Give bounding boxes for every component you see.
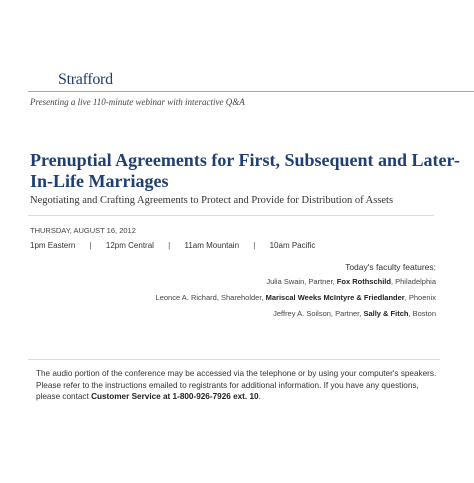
tagline: Presenting a live 110-minute webinar with interactive Q&A bbox=[30, 97, 245, 107]
webinar-date: THURSDAY, AUGUST 16, 2012 bbox=[30, 226, 136, 235]
faculty-person: Jeffrey A. Soilson, Partner, bbox=[273, 309, 362, 318]
faculty-heading: Today's faculty features: bbox=[345, 262, 436, 272]
faculty-firm: Mariscal Weeks McIntyre & Friedlander bbox=[265, 293, 405, 302]
faculty-firm: Fox Rothschild bbox=[336, 277, 391, 286]
notice-text-end: . bbox=[258, 392, 261, 401]
notice-text: The audio portion of the conference may be accessed via the telephone or by using your computer's speakers. Please refer to the instructions emailed to registrants for additional information. If you have any questions, please contact bbox=[36, 369, 437, 401]
faculty-member bbox=[156, 309, 436, 318]
time-separator: | bbox=[168, 241, 171, 250]
faculty-section bbox=[156, 262, 436, 325]
faculty-person: Leonce A. Richard, Shareholder, bbox=[155, 293, 264, 302]
faculty-member bbox=[156, 293, 436, 302]
title-divider bbox=[28, 215, 434, 216]
notice-divider bbox=[28, 359, 440, 360]
time-separator: | bbox=[253, 241, 256, 250]
strafford-logo: Strafford bbox=[58, 71, 113, 88]
faculty-member bbox=[156, 277, 436, 286]
faculty-person: Julia Swain, Partner, bbox=[266, 277, 335, 286]
faculty-city: , Phoenix bbox=[404, 293, 436, 302]
time-mountain: 11am Mountain bbox=[184, 241, 240, 250]
audio-notice bbox=[36, 368, 440, 403]
faculty-city: , Boston bbox=[408, 309, 436, 318]
webinar-times bbox=[30, 241, 315, 253]
header-divider bbox=[28, 91, 474, 92]
webinar-title: Prenuptial Agreements for First, Subsequent and Later-In-Life Marriages bbox=[30, 150, 460, 191]
faculty-city: , Philadelphia bbox=[390, 277, 436, 286]
time-eastern: 1pm Eastern bbox=[30, 241, 76, 250]
customer-service-contact: Customer Service at 1-800-926-7926 ext. 10 bbox=[91, 392, 259, 401]
time-central: 12pm Central bbox=[105, 241, 154, 250]
faculty-firm: Sally & Fitch bbox=[363, 309, 409, 318]
webinar-subtitle: Negotiating and Crafting Agreements to Protect and Provide for Distribution of Assets bbox=[30, 195, 394, 206]
time-pacific: 10am Pacific bbox=[269, 241, 316, 250]
time-separator: | bbox=[89, 241, 92, 250]
